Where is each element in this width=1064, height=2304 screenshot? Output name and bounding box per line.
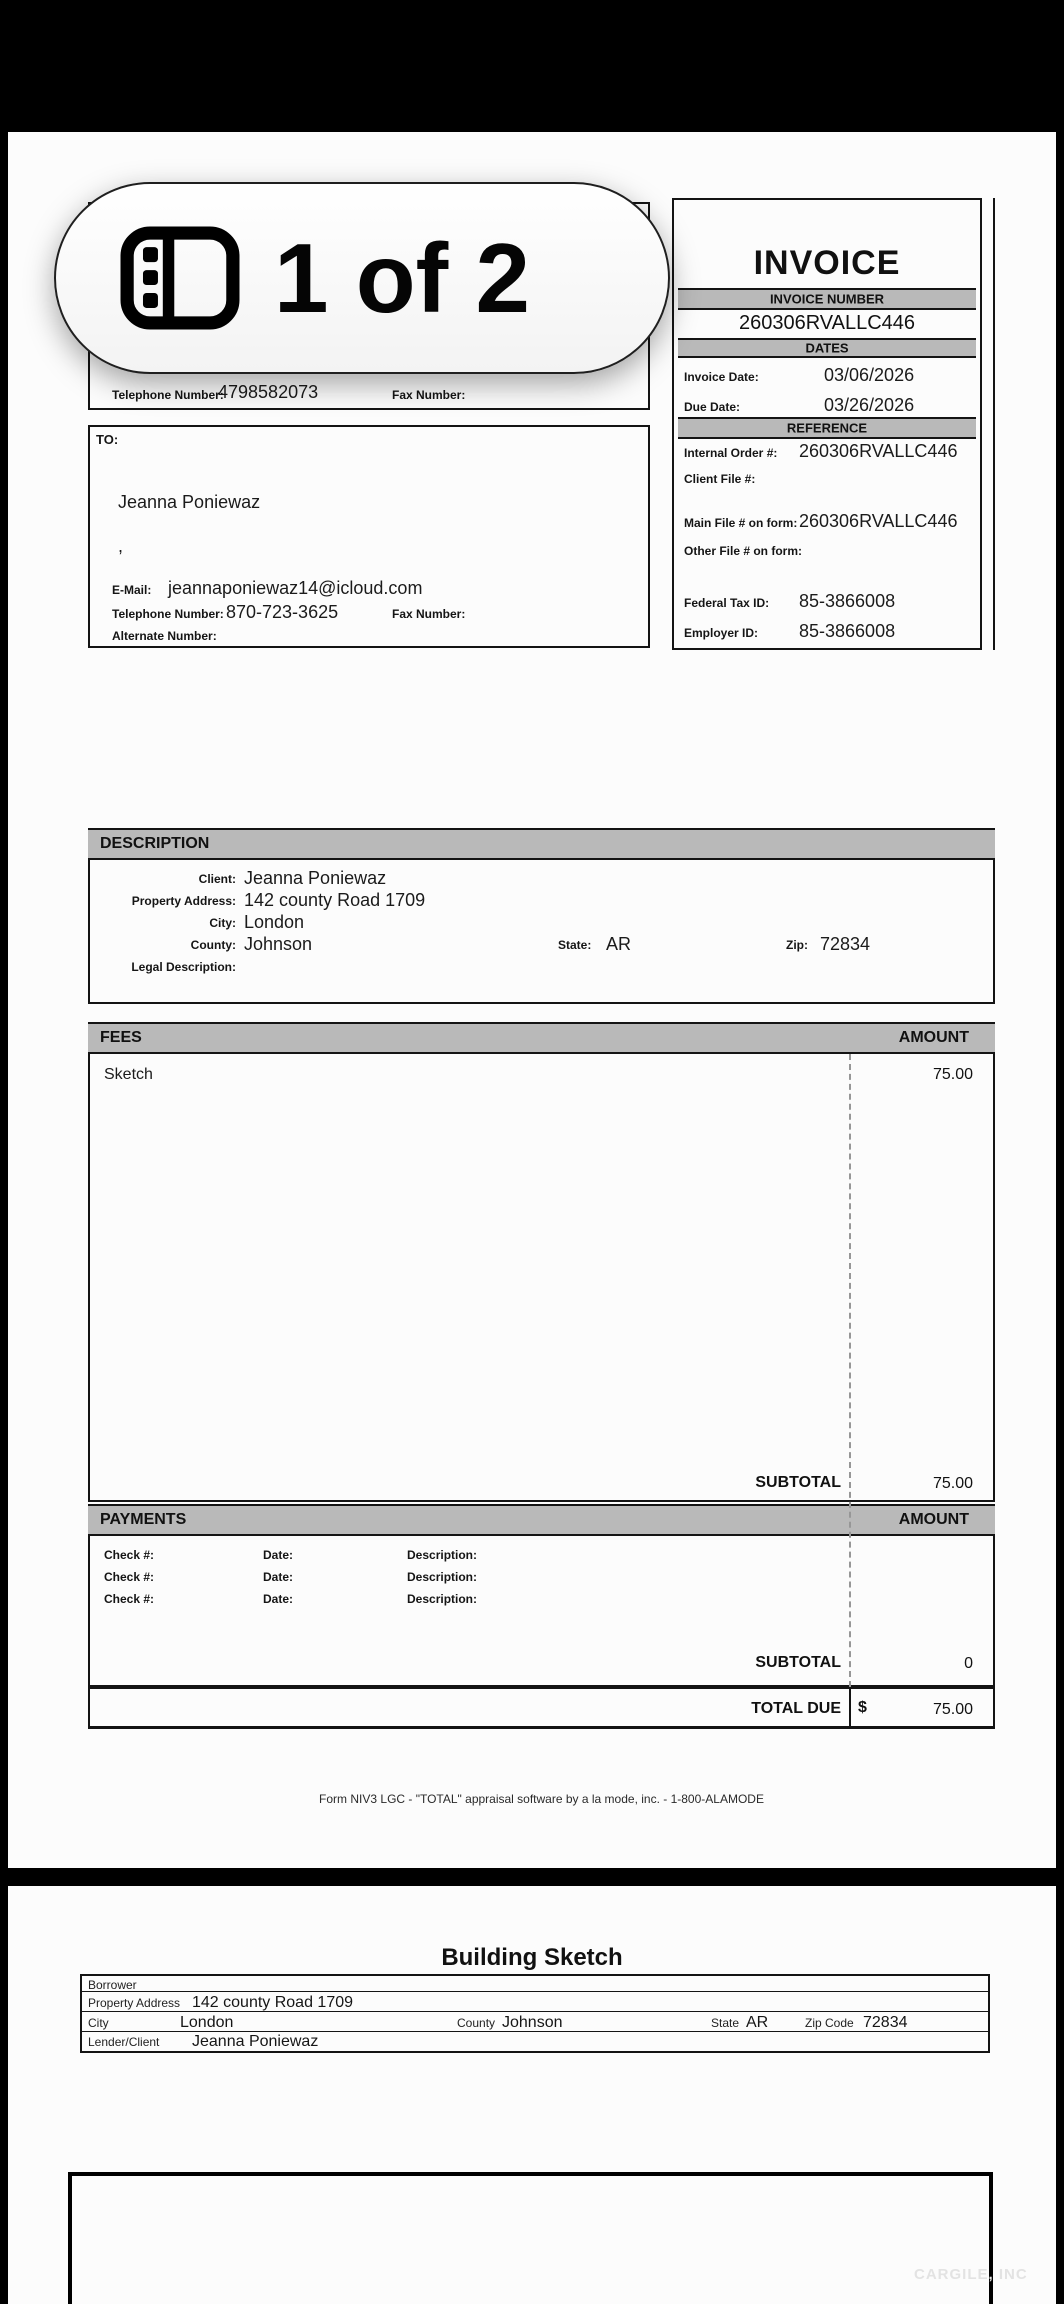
payments-box [88,1536,995,1687]
invoice-header-box [672,198,982,650]
payments-header: PAYMENTS [100,1511,187,1528]
invoice-date-value: 03/06/2026 [824,365,915,385]
form-outer-right-border [993,198,995,650]
city-value: London [180,2014,234,2031]
check-description-label: Description: [407,1570,478,1584]
invoice-number-value: 260306RVALLC446 [738,312,916,334]
main-file-label: Main File # on form: [684,516,798,530]
building-sketch-page [8,1886,1056,2304]
to-name: Jeanna Poniewaz [118,492,261,512]
zip-value: 72834 [820,934,871,954]
table-row [82,2032,988,2051]
to-telephone-value: 870-723-3625 [226,602,339,622]
city-value: London [244,912,305,932]
fees-amount-header: AMOUNT [898,1029,969,1046]
description-header-bar [88,828,995,860]
currency-symbol: $ [858,1699,867,1716]
client-label: Client: [198,872,236,886]
fees-subtotal-value: 75.00 [932,1475,973,1492]
employer-id-label: Employer ID: [684,626,759,640]
fees-header-bar [88,1022,995,1054]
fee-row-description: Sketch [104,1066,153,1083]
page-indicator-pill[interactable] [54,182,670,374]
city-label: City [88,2016,109,2030]
client-value: Jeanna Poniewaz [244,868,387,888]
invoice-number-header: INVOICE NUMBER [769,291,885,307]
dates-header-bar [678,338,976,358]
invoice-date-label: Invoice Date: [684,370,759,384]
reference-header: REFERENCE [786,420,868,436]
main-file-value: 260306RVALLC446 [799,511,958,531]
invoice-title: INVOICE [753,244,901,282]
state-label: State: [558,938,592,952]
payments-subtotal-label: SUBTOTAL [755,1654,841,1671]
due-date-value: 03/26/2026 [824,395,915,415]
form-footer: Form NIV3 LGC - "TOTAL" appraisal software by a la mode, inc. - 1-800-ALAMODE [319,1792,764,1806]
to-heading: TO: [96,432,119,447]
property-address-label: Property Address: [131,894,236,908]
total-due-label: TOTAL DUE [751,1700,841,1717]
zip-code-value: 72834 [863,2014,908,2031]
state-value: AR [746,2014,769,2031]
invoice-page [8,132,1056,1868]
county-value: Johnson [244,934,313,954]
check-description-label: Description: [407,1548,478,1562]
to-fax-label: Fax Number: [392,607,466,621]
employer-id-value: 85-3866008 [799,621,896,641]
state-value: AR [606,934,632,954]
state-label: State [711,2016,740,2030]
check-date-label: Date: [263,1548,294,1562]
sketch-info-table [80,1974,990,2053]
dates-header: DATES [805,340,849,356]
watermark: CARGILE, INC [914,2266,1028,2283]
check-number-label: Check #: [104,1570,155,1584]
to-alternate-label: Alternate Number: [112,629,217,643]
sketch-canvas [68,2172,993,2304]
to-email-value: jeannaponiewaz14@icloud.com [168,578,423,598]
check-number-label: Check #: [104,1548,155,1562]
federal-tax-label: Federal Tax ID: [684,596,770,610]
page2-title: Building Sketch [441,1944,623,1971]
property-address-value: 142 county Road 1709 [244,890,426,910]
payments-amount-header: AMOUNT [898,1511,969,1528]
payments-subtotal-value: 0 [964,1655,973,1672]
check-description-label: Description: [407,1592,478,1606]
zip-code-label: Zip Code [805,2016,854,2030]
to-email-label: E-Mail: [112,583,152,597]
description-header: DESCRIPTION [100,835,210,852]
borrower-label: Borrower [88,1978,137,1992]
zip-label: Zip: [786,938,808,952]
from-telephone-value: 4798582073 [218,382,319,402]
other-file-label: Other File # on form: [684,544,803,558]
total-due-value: 75.00 [932,1701,973,1718]
page-indicator-text: 1 of 2 [274,222,530,333]
total-due-divider [849,1689,851,1727]
county-value: Johnson [502,2014,563,2031]
county-label: County: [190,938,236,952]
federal-tax-value: 85-3866008 [799,591,896,611]
amount-column-divider [849,1054,851,1687]
from-fax-label: Fax Number: [392,388,466,402]
lender-client-label: Lender/Client [88,2035,160,2049]
invoice-number-header-bar [678,288,976,310]
to-address-line: , [118,536,124,556]
page-thumbnails-icon [120,226,240,330]
due-date-label: Due Date: [684,400,741,414]
internal-order-value: 260306RVALLC446 [799,441,958,461]
check-date-label: Date: [263,1592,294,1606]
internal-order-label: Internal Order #: [684,446,778,460]
payments-header-bar [88,1504,995,1536]
check-date-label: Date: [263,1570,294,1584]
property-address-value: 142 county Road 1709 [192,1994,354,2011]
fees-subtotal-label: SUBTOTAL [755,1474,841,1491]
fees-header: FEES [100,1029,142,1046]
client-file-label: Client File #: [684,472,756,486]
to-telephone-label: Telephone Number: [112,607,224,621]
city-label: City: [209,916,236,930]
table-row [82,1992,988,2012]
reference-header-bar [678,417,976,439]
check-number-label: Check #: [104,1592,155,1606]
fee-row-amount: 75.00 [932,1066,973,1083]
table-row [82,1976,988,1992]
lender-client-value: Jeanna Poniewaz [192,2033,319,2050]
total-due-row [88,1687,995,1729]
from-telephone-label: Telephone Number: [112,388,224,402]
county-label: County [457,2016,496,2030]
property-address-label: Property Address [88,1996,181,2010]
legal-description-label: Legal Description: [131,960,236,974]
fees-box [88,1054,995,1502]
table-row [82,2012,988,2032]
